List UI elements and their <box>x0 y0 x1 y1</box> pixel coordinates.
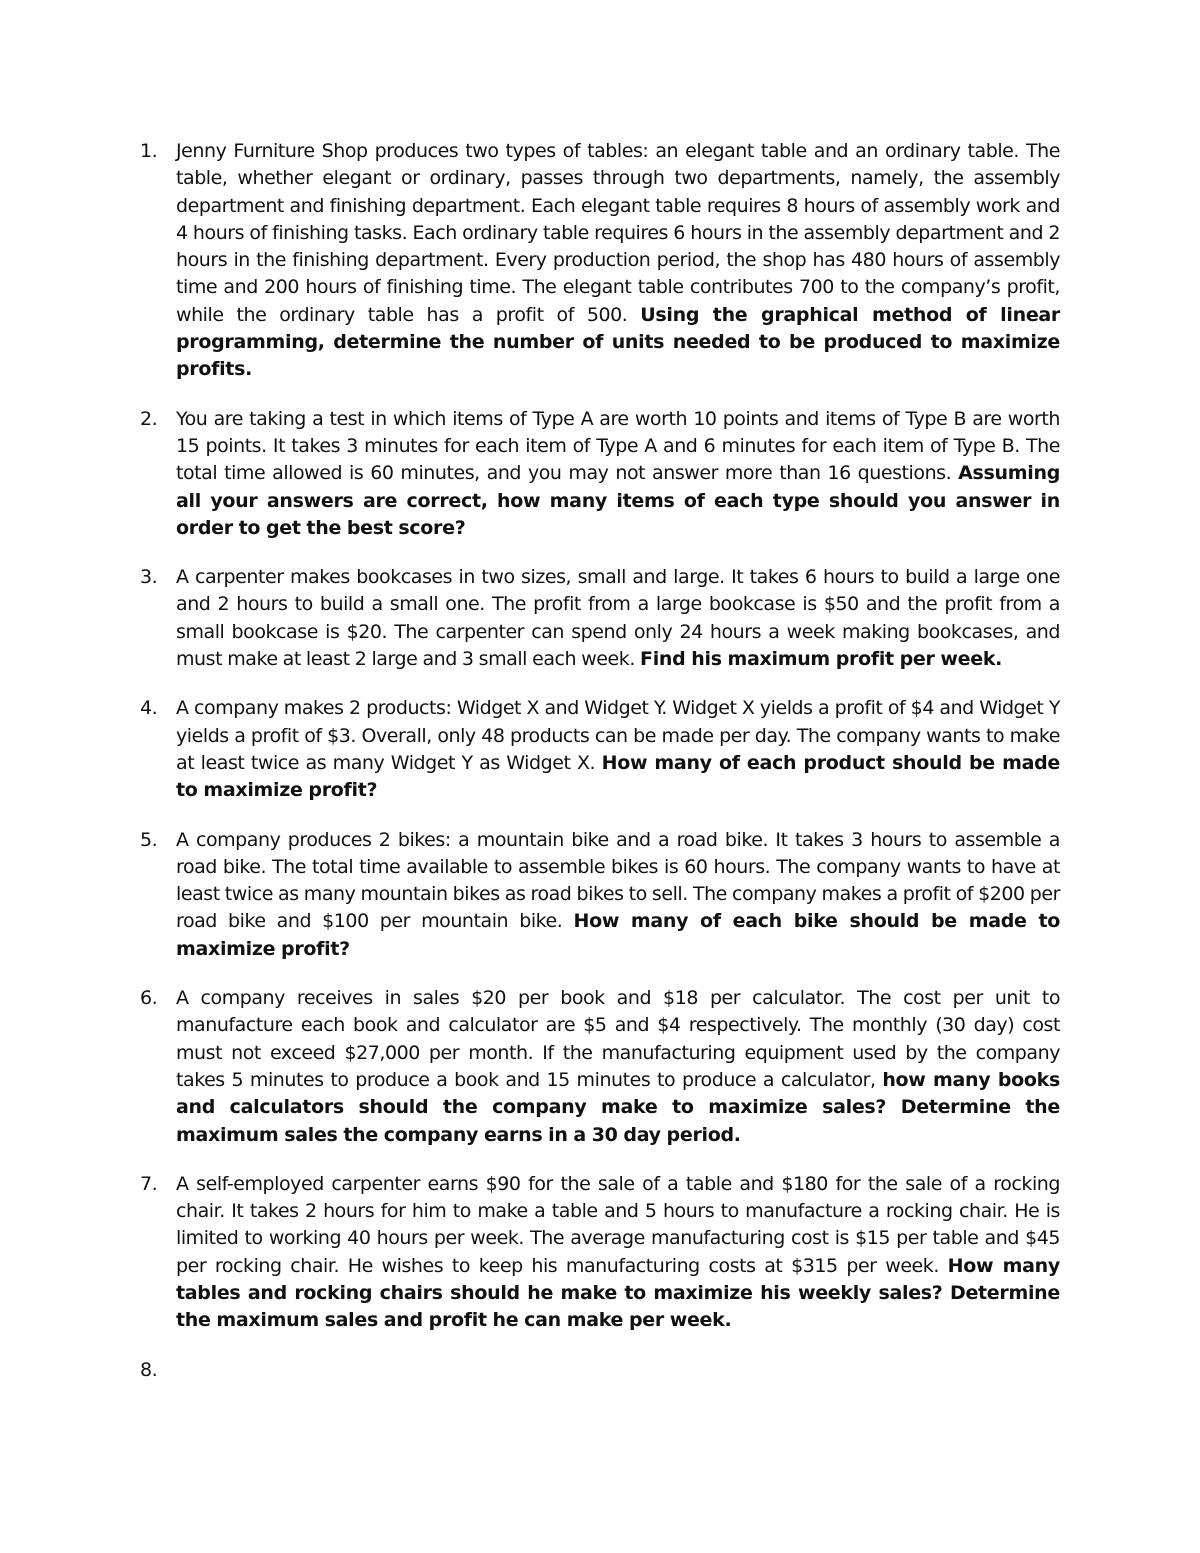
problem-text: A self-employed carpenter earns $90 for the sale of a table and $180 for the sale of a rocking chair. It takes 2 hours for him to make a table and 5 hours to manufacture a rocking chair. He is limited to working 40 hours per week. The average manufacturing cost is $15 per table and $45 per rocking chair. He wishes to keep his manufacturing costs at $315 per week. <box>176 1172 1060 1277</box>
problem-text: A company produces 2 bikes: a mountain bike and a road bike. It takes 3 hours to assemble a road bike. The total time available to assemble bikes is 60 hours. The company wants to have at least twice as many mountain bikes as road bikes to sell. The company makes a profit of $200 per road bike and $100 per mountain bike. <box>176 828 1060 933</box>
problem-number: 6. <box>140 987 158 1010</box>
problem-question: How many of each product should be made to maximize profit? <box>176 751 1060 802</box>
problem-question: Find his maximum profit per week. <box>640 648 1003 671</box>
problem-list <box>140 138 1060 1381</box>
problem-item-3 <box>140 564 1060 673</box>
problem-item-7 <box>140 1171 1060 1335</box>
problem-item-4 <box>140 695 1060 804</box>
problem-text: A company receives in sales $20 per book and $18 per calculator. The cost per unit to manufacture each book and calculator are $5 and $4 respectively. The monthly (30 day) cost must not exceed $27,000 per month. If the manufacturing equipment used by the company takes 5 minutes to produce a book and 15 minutes to produce a calculator, <box>176 987 1060 1091</box>
problem-number: 8. <box>140 1358 158 1381</box>
problem-item-1 <box>140 138 1060 384</box>
problem-number: 7. <box>140 1172 158 1195</box>
problem-question: How many of each bike should be made to maximize profit? <box>176 910 1060 960</box>
problem-question: Assuming all your answers are correct, how many items of each type should you answer in order to get the best score? <box>176 462 1060 539</box>
problem-text: A company makes 2 products: Widget X and Widget Y. Widget X yields a profit of $4 and Widget Y yields a profit of $3. Overall, only 48 products can be made per day. The company wants to make at least twice as many Widget Y as Widget X. <box>176 697 1060 774</box>
problem-number: 4. <box>140 697 158 720</box>
problem-number: 1. <box>140 140 158 162</box>
problem-text: You are taking a test in which items of Type A are worth 10 points and items of Type B are worth 15 points. It takes 3 minutes for each item of Type A and 6 minutes for each item of Type B. The total time allowed is 60 minutes, and you may not answer more than 16 questions. <box>176 407 1060 485</box>
problem-question: How many tables and rocking chairs should he make to maximize his weekly sales? Determine the maximum sales and profit he can make per week. <box>176 1254 1060 1332</box>
problem-text: A carpenter makes bookcases in two sizes, small and large. It takes 6 hours to build a large one and 2 hours to build a small one. The profit from a large bookcase is $50 and the profit from a small bookcase is $20. The carpenter can spend only 24 hours a week making bookcases, and must make at least 2 large and 3 small each week. <box>176 566 1060 671</box>
problem-text: Jenny Furniture Shop produces two types of tables: an elegant table and an ordinary table. The table, whether elegant or ordinary, passes through two departments, namely, the assembly department and finishing department. Each elegant table requires 8 hours of assembly work and 4 hours of finishing tasks. Each ordinary table requires 6 hours in the assembly department and 2 hours in the finishing department. Every production period, the shop has 480 hours of assembly time and 200 hours of finishing time. The elegant table contributes 700 to the company’s profit, while the ordinary table has a profit of 500. <box>176 140 1060 326</box>
problem-item-6 <box>140 985 1060 1149</box>
problem-number: 5. <box>140 828 158 851</box>
problem-question: Using the graphical method of linear programming, determine the number of units needed to be produced to maximize profits. <box>176 303 1060 381</box>
problem-number: 2. <box>140 407 158 430</box>
problem-item-5 <box>140 827 1060 963</box>
problem-item-2 <box>140 406 1060 542</box>
problem-question: how many books and calculators should the company make to maximize sales? Determine the maximum sales the company earns in a 30 day period. <box>176 1068 1060 1146</box>
problem-number: 3. <box>140 566 158 589</box>
